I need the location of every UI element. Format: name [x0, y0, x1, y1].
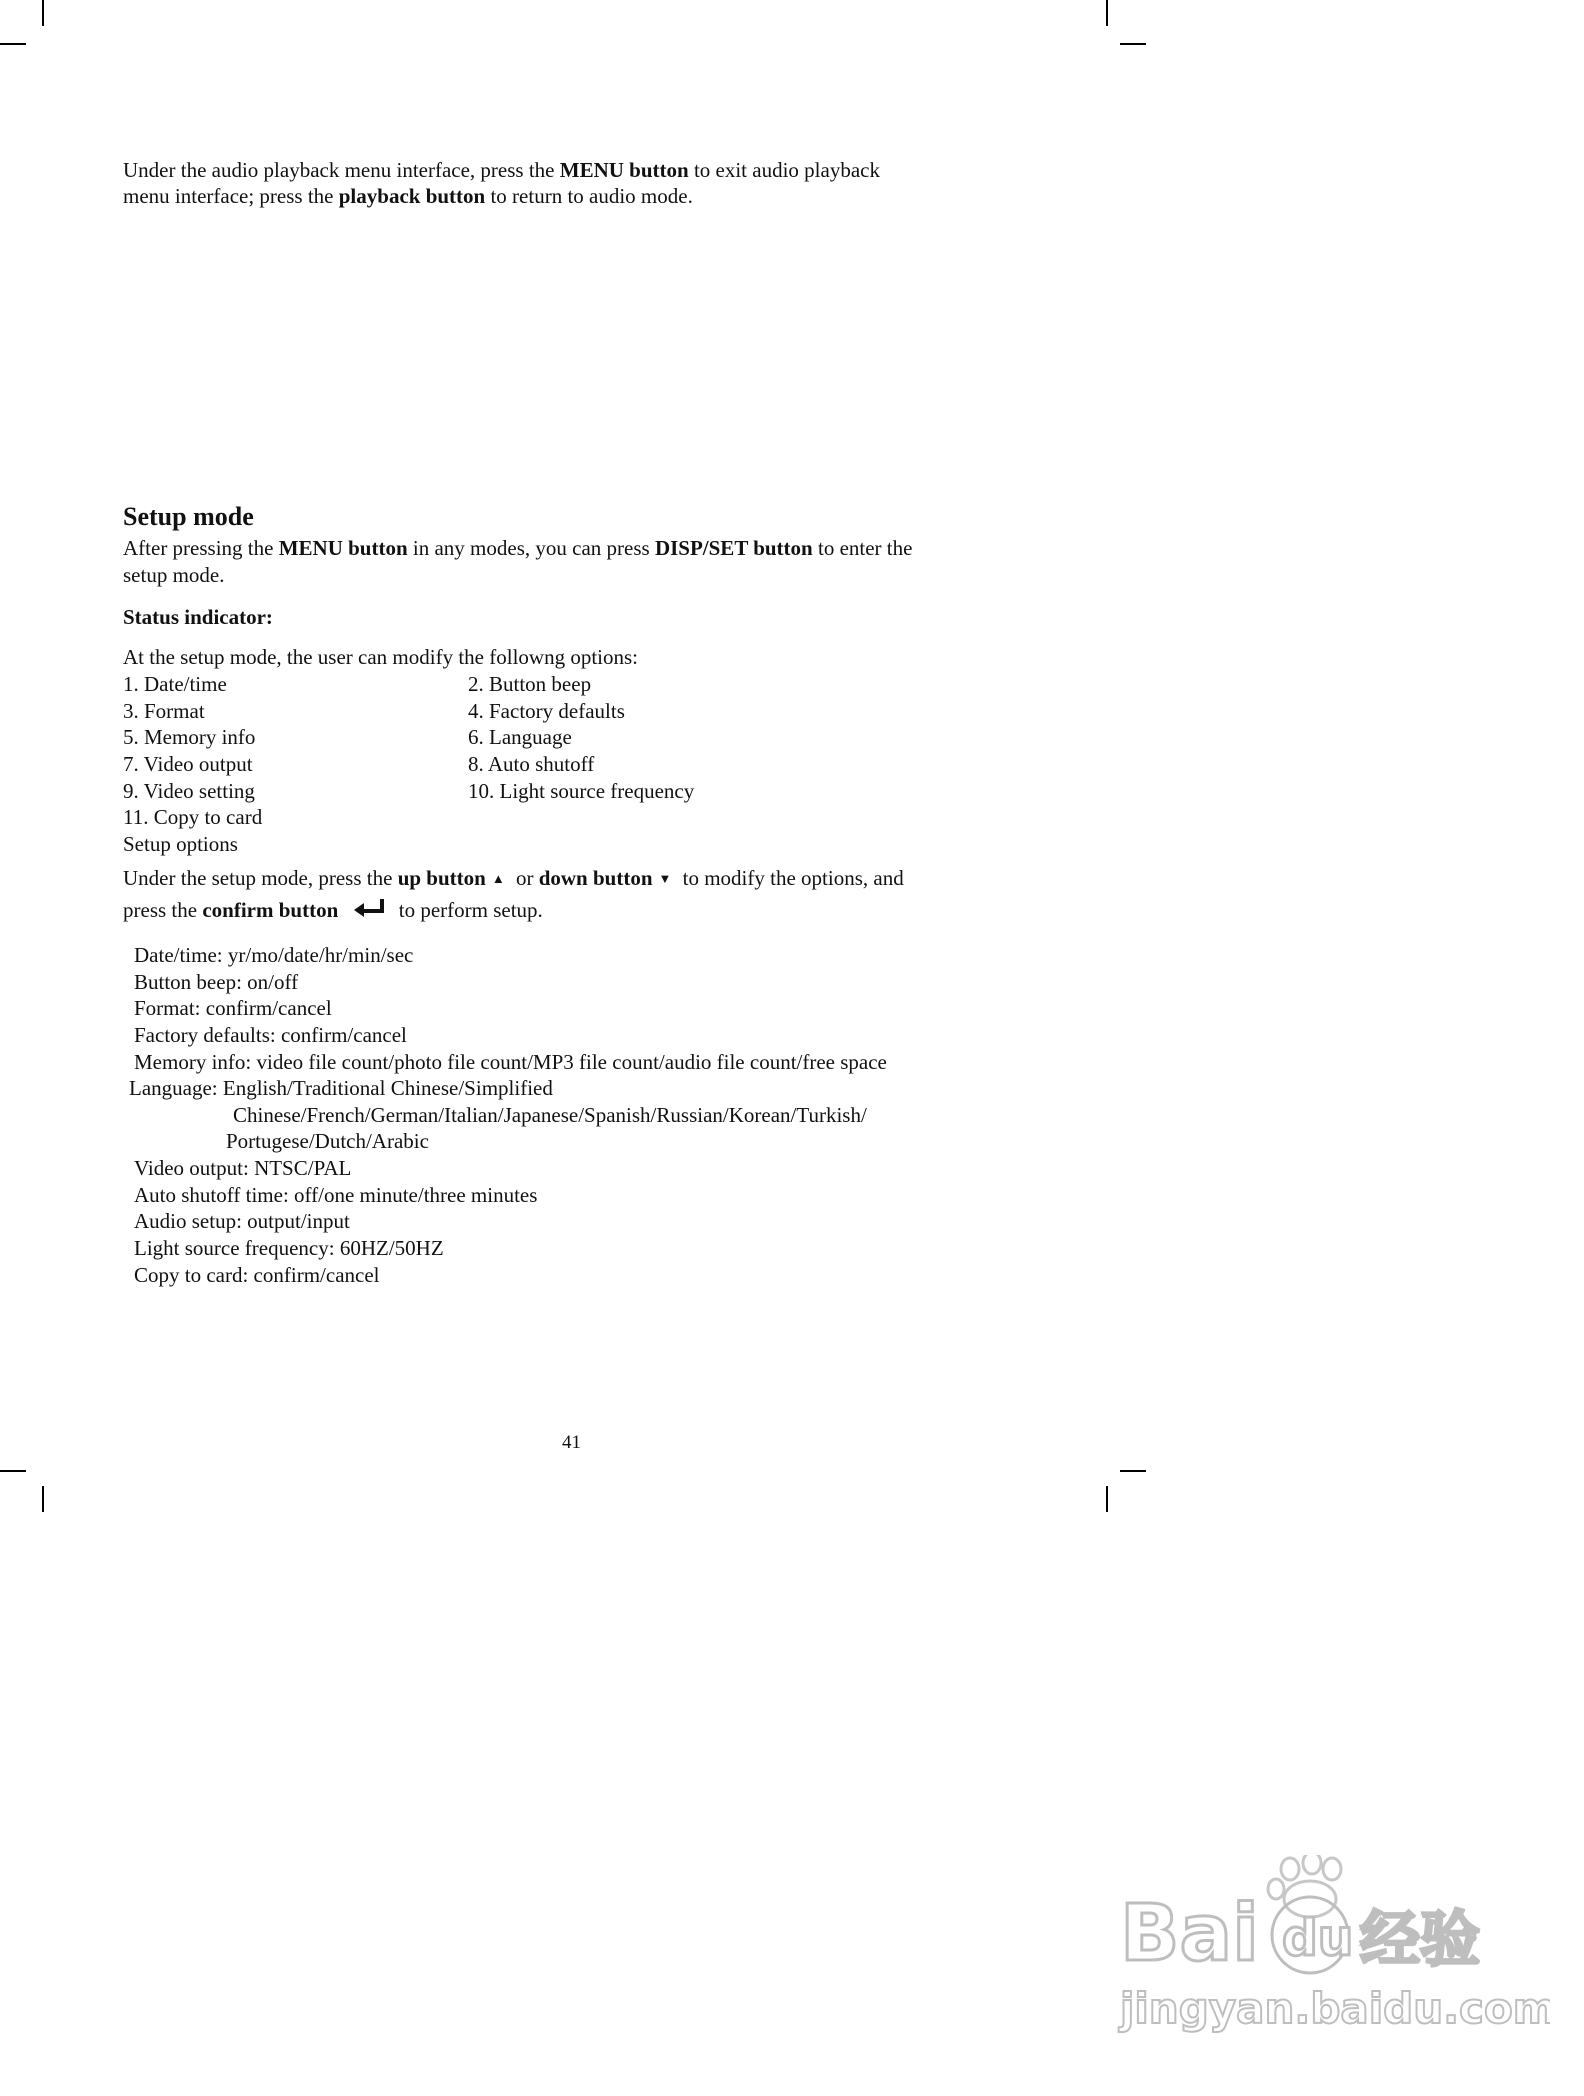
crop-mark-br-h — [1120, 1470, 1146, 1472]
detail-line: Audio setup: output/input — [134, 1209, 350, 1233]
enter-return-icon — [352, 897, 386, 919]
intro-text: to exit audio playback — [688, 158, 880, 182]
detail-language-2: Chinese/French/German/Italian/Japanese/Spanish/Russian/Korean/Turkish/ — [233, 1103, 867, 1127]
status-indicator-text: Status indicator: — [123, 605, 273, 629]
intro-text: menu interface; press the — [123, 184, 339, 208]
instr-text: press the — [123, 898, 203, 922]
option-item: 3. Format — [123, 699, 205, 723]
playback-button-ref: playback button — [338, 184, 486, 208]
svg-text:Bai: Bai — [1120, 1889, 1259, 1979]
option-item: 10. Light source frequency — [468, 779, 695, 803]
up-arrow-icon: ▲ — [491, 871, 505, 886]
instr-text: Under the setup mode, press the — [123, 866, 398, 890]
instruction-text — [123, 865, 904, 895]
instruction-line-1 — [123, 865, 1010, 895]
crop-mark-tr-v — [1106, 0, 1108, 26]
intro-line-1 — [123, 157, 880, 184]
setup-text: After pressing the — [123, 536, 279, 560]
up-button-ref: up button — [397, 866, 486, 890]
option-item: 9. Video setting — [123, 779, 255, 803]
instruction-line-2 — [123, 897, 543, 924]
setup-paragraph-line-2: setup mode. — [123, 563, 225, 587]
option-item: 7. Video output — [123, 752, 253, 776]
detail-line: Copy to card: confirm/cancel — [134, 1263, 380, 1287]
crop-mark-br-v — [1106, 1486, 1108, 1512]
svg-text:du: du — [1282, 1909, 1354, 1967]
options-intro: At the setup mode, the user can modify the followng options: — [123, 645, 638, 669]
option-item: 11. Copy to card — [123, 805, 263, 829]
page-number: 41 — [562, 1432, 581, 1453]
detail-line: Date/time: yr/mo/date/hr/min/sec — [134, 943, 414, 967]
detail-line: Memory info: video file count/photo file count/MP3 file count/audio file count/free space — [134, 1050, 887, 1074]
crop-mark-tr-h — [1120, 43, 1146, 45]
confirm-button-ref: confirm button — [202, 898, 339, 922]
detail-line: Format: confirm/cancel — [134, 996, 332, 1020]
baidu-watermark-logo — [1110, 1855, 1550, 2035]
menu-button-ref: MENU button — [559, 158, 689, 182]
instr-text: or — [510, 866, 539, 890]
disp-set-button-ref: DISP/SET button — [654, 536, 813, 560]
setup-paragraph-line-1 — [123, 535, 912, 562]
option-item: 1. Date/time — [123, 672, 227, 696]
intro-text: to return to audio mode. — [485, 184, 693, 208]
svg-text:经验: 经验 — [1360, 1905, 1480, 1975]
instr-text: to perform setup. — [393, 898, 543, 922]
setup-text: to enter the — [812, 536, 913, 560]
intro-text: Under the audio playback menu interface, press the — [123, 158, 560, 182]
crop-mark-tl-v — [42, 0, 44, 26]
svg-text:jingyan.baidu.com: jingyan.baidu.com — [1120, 1984, 1550, 2033]
down-button-ref: down button — [538, 866, 653, 890]
detail-language-1: Language: English/Traditional Chinese/Simplified — [129, 1076, 553, 1100]
down-arrow-icon: ▼ — [658, 871, 672, 886]
detail-language-3: Portugese/Dutch/Arabic — [226, 1129, 429, 1153]
option-item: 4. Factory defaults — [468, 699, 625, 723]
crop-mark-tl-h — [0, 43, 26, 45]
crop-mark-bl-v — [42, 1486, 44, 1512]
detail-line: Light source frequency: 60HZ/50HZ — [134, 1236, 444, 1260]
option-item: 6. Language — [468, 725, 572, 749]
detail-line: Button beep: on/off — [134, 970, 299, 994]
options-caption: Setup options — [123, 832, 238, 856]
menu-button-ref: MENU button — [278, 536, 408, 560]
setup-text: in any modes, you can press — [407, 536, 655, 560]
crop-mark-bl-h — [0, 1470, 26, 1472]
option-item: 2. Button beep — [468, 672, 592, 696]
option-item: 5. Memory info — [123, 725, 256, 749]
section-heading: Setup mode — [123, 502, 254, 531]
status-indicator-label — [123, 604, 273, 631]
detail-line: Auto shutoff time: off/one minute/three minutes — [134, 1183, 538, 1207]
instr-text: to modify the options, and — [677, 866, 904, 890]
detail-line: Video output: NTSC/PAL — [134, 1156, 352, 1180]
option-item: 8. Auto shutoff — [468, 752, 595, 776]
detail-line: Factory defaults: confirm/cancel — [134, 1023, 407, 1047]
intro-line-2 — [123, 183, 693, 210]
